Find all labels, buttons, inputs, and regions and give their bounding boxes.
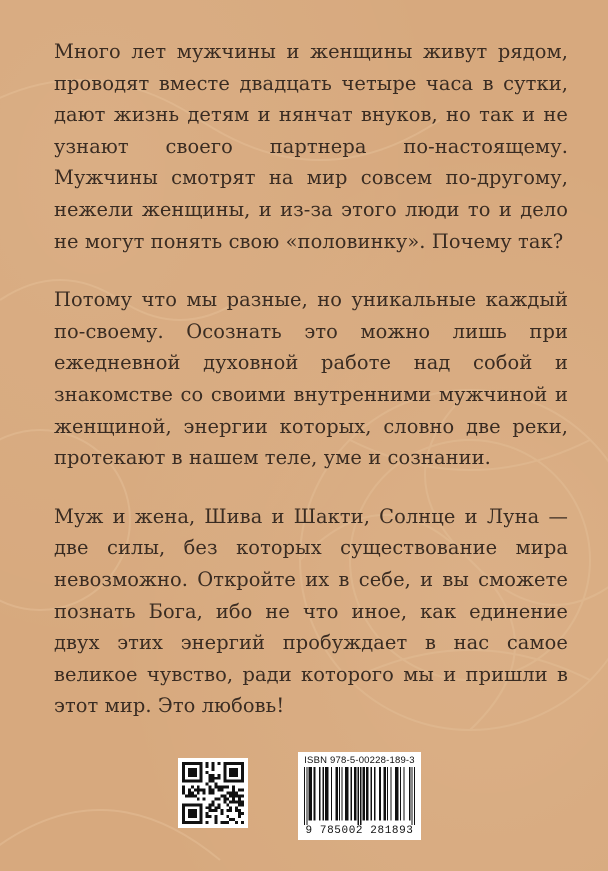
barcode-bar <box>354 767 355 820</box>
barcode-bar <box>366 767 367 820</box>
barcode-bar <box>364 767 365 820</box>
barcode-bar <box>414 767 415 825</box>
barcode-bar <box>315 767 316 820</box>
barcode-bar <box>362 767 363 820</box>
barcode-bar <box>385 767 386 820</box>
barcode-bar <box>319 767 320 820</box>
barcode-bar <box>313 767 314 820</box>
barcode-bar <box>383 767 384 820</box>
barcode-bar <box>374 767 375 820</box>
barcode-bar <box>336 767 337 820</box>
barcode-bar <box>310 767 311 820</box>
barcode-icon <box>304 767 415 825</box>
barcode-bar <box>395 767 396 820</box>
barcode-bar <box>360 767 361 825</box>
barcode-bar <box>387 767 388 820</box>
barcode-bar <box>337 767 338 820</box>
description-text <box>54 36 568 749</box>
isbn-label: ISBN 978-5-00228-189-3 <box>304 755 415 766</box>
qr-code-icon <box>182 762 244 824</box>
barcode-bar <box>346 767 347 820</box>
barcode-bar <box>367 767 368 820</box>
barcode-bar <box>351 767 352 820</box>
barcode-bar <box>380 767 381 820</box>
ean-digits: 9 785002 281893 <box>305 825 414 837</box>
barcode-bar <box>339 767 340 820</box>
barcode-bar <box>311 767 312 820</box>
barcode-bar <box>345 767 346 820</box>
barcode-bar <box>358 767 359 825</box>
barcode-bar <box>306 767 307 825</box>
barcode-bar <box>379 767 380 820</box>
isbn-barcode <box>298 752 421 840</box>
barcode-bar <box>390 767 391 820</box>
barcode-bar <box>323 767 324 820</box>
barcode-bar <box>397 767 398 820</box>
barcode-bar <box>371 767 372 820</box>
barcode-bar <box>411 767 412 825</box>
barcode-bar <box>331 767 332 820</box>
barcode-bar <box>400 767 401 820</box>
barcode-bar <box>304 767 305 825</box>
barcode-bar <box>403 767 404 820</box>
qr-code <box>178 758 248 828</box>
barcode-bar <box>347 767 348 820</box>
barcode-bar <box>341 767 342 820</box>
barcode-bar <box>325 767 326 820</box>
barcode-bar <box>327 767 328 820</box>
paragraph-2: Потому что мы разные, но уникальные каждый по-своему. Осознать это можно лишь при ежедневной духовной работе над собой и знакомстве со своими внутренними мужчиной и женщиной, энергии которых, словно две реки, протекают в нашем теле, уме и сознании. <box>54 288 568 470</box>
barcode-bar <box>309 767 310 820</box>
paragraph-1: Много лет мужчины и женщины живут рядом, проводят вместе двадцать четыре часа в сутки, дают жизнь детям и нянчат внуков, но так и не узнают своего партнера по-настоящему. Мужчины смотрят на мир совсем по-другому, нежели женщины, и из-за этого люди то и дело не могут понять свою «половинку». Почему так? <box>54 40 568 253</box>
barcode-bar <box>355 767 356 820</box>
barcode-bar <box>396 767 397 820</box>
barcode-bar <box>326 767 327 820</box>
barcode-bar <box>409 767 410 820</box>
paragraph-3: Муж и жена, Шива и Шакти, Солнце и Луна — две силы, без которых существование мира невозможно. Откройте их в себе, и вы сможете познать Бога, ибо не что иное, как единение двух этих энергий пробуждает в нас самое великое чувство, ради которого мы и пришли в этот мир. Это любовь! <box>54 504 568 718</box>
